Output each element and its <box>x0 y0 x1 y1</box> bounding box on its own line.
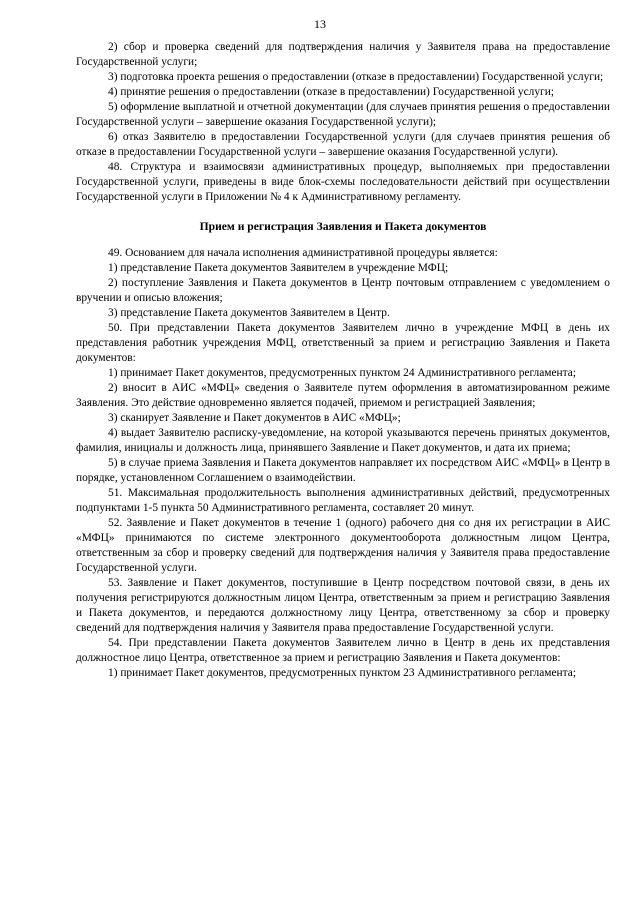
paragraph: 2) поступление Заявления и Пакета документов в Центр почтовым отправлением с уведомлением о вручении и описью вложения; <box>76 277 610 304</box>
paragraph: 5) оформление выплатной и отчетной документации (для случаев принятия решения о предоставлении Государственной услуги – завершение оказания Государственной услуги); <box>76 101 610 128</box>
paragraph: 1) принимает Пакет документов, предусмотренных пунктом 24 Административного регламента; <box>108 367 576 379</box>
paragraph: 5) в случае приема Заявления и Пакета документов направляет их посредством АИС «МФЦ» в Центр в порядке, установленном Соглашением о взаимодействии. <box>76 457 610 484</box>
paragraph: 52. Заявление и Пакет документов в течение 1 (одного) рабочего дня со дня их регистрации в АИС «МФЦ» принимаются по системе электронного документооборота должностным лицом Центра, ответственным за сбор и проверку сведений для подтверждения наличия у Заявителя права предоставление Государственной услуги. <box>76 517 610 574</box>
document-body <box>76 40 610 681</box>
paragraph: 1) представление Пакета документов Заявителем в учреждение МФЦ; <box>108 262 449 274</box>
paragraph: 2) сбор и проверка сведений для подтверждения наличия у Заявителя права на предоставление Государственной услуги; <box>76 41 610 68</box>
paragraph: 53. Заявление и Пакет документов, поступившие в Центр посредством почтовой связи, в день их получения регистрируются должностным лицом Центра, ответственным за прием и регистрацию Заявления и Пакета документов, и передаются должностному лицу Центра, ответственному за сбор и проверку сведений для подтверждения наличия у Заявителя права предоставление Государственной услуги. <box>76 577 610 634</box>
paragraph: 1) принимает Пакет документов, предусмотренных пунктом 23 Административного регламента; <box>108 667 576 679</box>
section-heading: Прием и регистрация Заявления и Пакета документов <box>199 220 487 233</box>
paragraph: 4) принятие решения о предоставлении (отказе в предоставлении) Государственной услуги; <box>108 86 554 98</box>
paragraph: 51. Максимальная продолжительность выполнения административных действий, предусмотренных подпунктами 1-5 пункта 50 Административного регламента, составляет 20 минут. <box>76 487 610 514</box>
paragraph: 3) подготовка проекта решения о предоставлении (отказе в предоставлении) Государственной услуги; <box>108 71 604 83</box>
paragraph: 6) отказ Заявителю в предоставлении Государственной услуги (для случаев принятия решения об отказе в предоставлении Государственной услуги – завершение оказания Государственной услуги). <box>76 131 610 158</box>
paragraph: 3) сканирует Заявление и Пакет документов в АИС «МФЦ»; <box>108 412 401 424</box>
paragraph: 4) выдает Заявителю расписку-уведомление, на которой указываются перечень принятых документов, фамилия, инициалы и должность лица, принявшего Заявление и Пакет документов, и дата их приема; <box>76 427 610 454</box>
paragraph: 50. При представлении Пакета документов Заявителем лично в учреждение МФЦ в день их представления работник учреждения МФЦ, ответственный за прием и регистрацию Заявления и Пакета документов: <box>76 322 610 364</box>
paragraph: 2) вносит в АИС «МФЦ» сведения о Заявителе путем оформления в автоматизированном режиме Заявления. Это действие одновременно является подачей, приемом и регистрацией Заявления; <box>76 382 610 409</box>
paragraph: 48. Структура и взаимосвязи административных процедур, выполняемых при предоставлении Государственной услуги, приведены в виде блок-схемы последовательности действий при осуществлении Государственной услуги в Приложении № 4 к Административному регламенту. <box>76 161 610 203</box>
paragraph: 54. При представлении Пакета документов Заявителем лично в Центр в день их представления должностное лицо Центра, ответственное за прием и регистрацию Заявления и Пакета документов: <box>76 637 610 664</box>
page-number: 13 <box>314 17 326 31</box>
paragraph: 49. Основанием для начала исполнения административной процедуры является: <box>108 247 498 259</box>
paragraph: 3) представление Пакета документов Заявителем в Центр. <box>108 307 390 319</box>
